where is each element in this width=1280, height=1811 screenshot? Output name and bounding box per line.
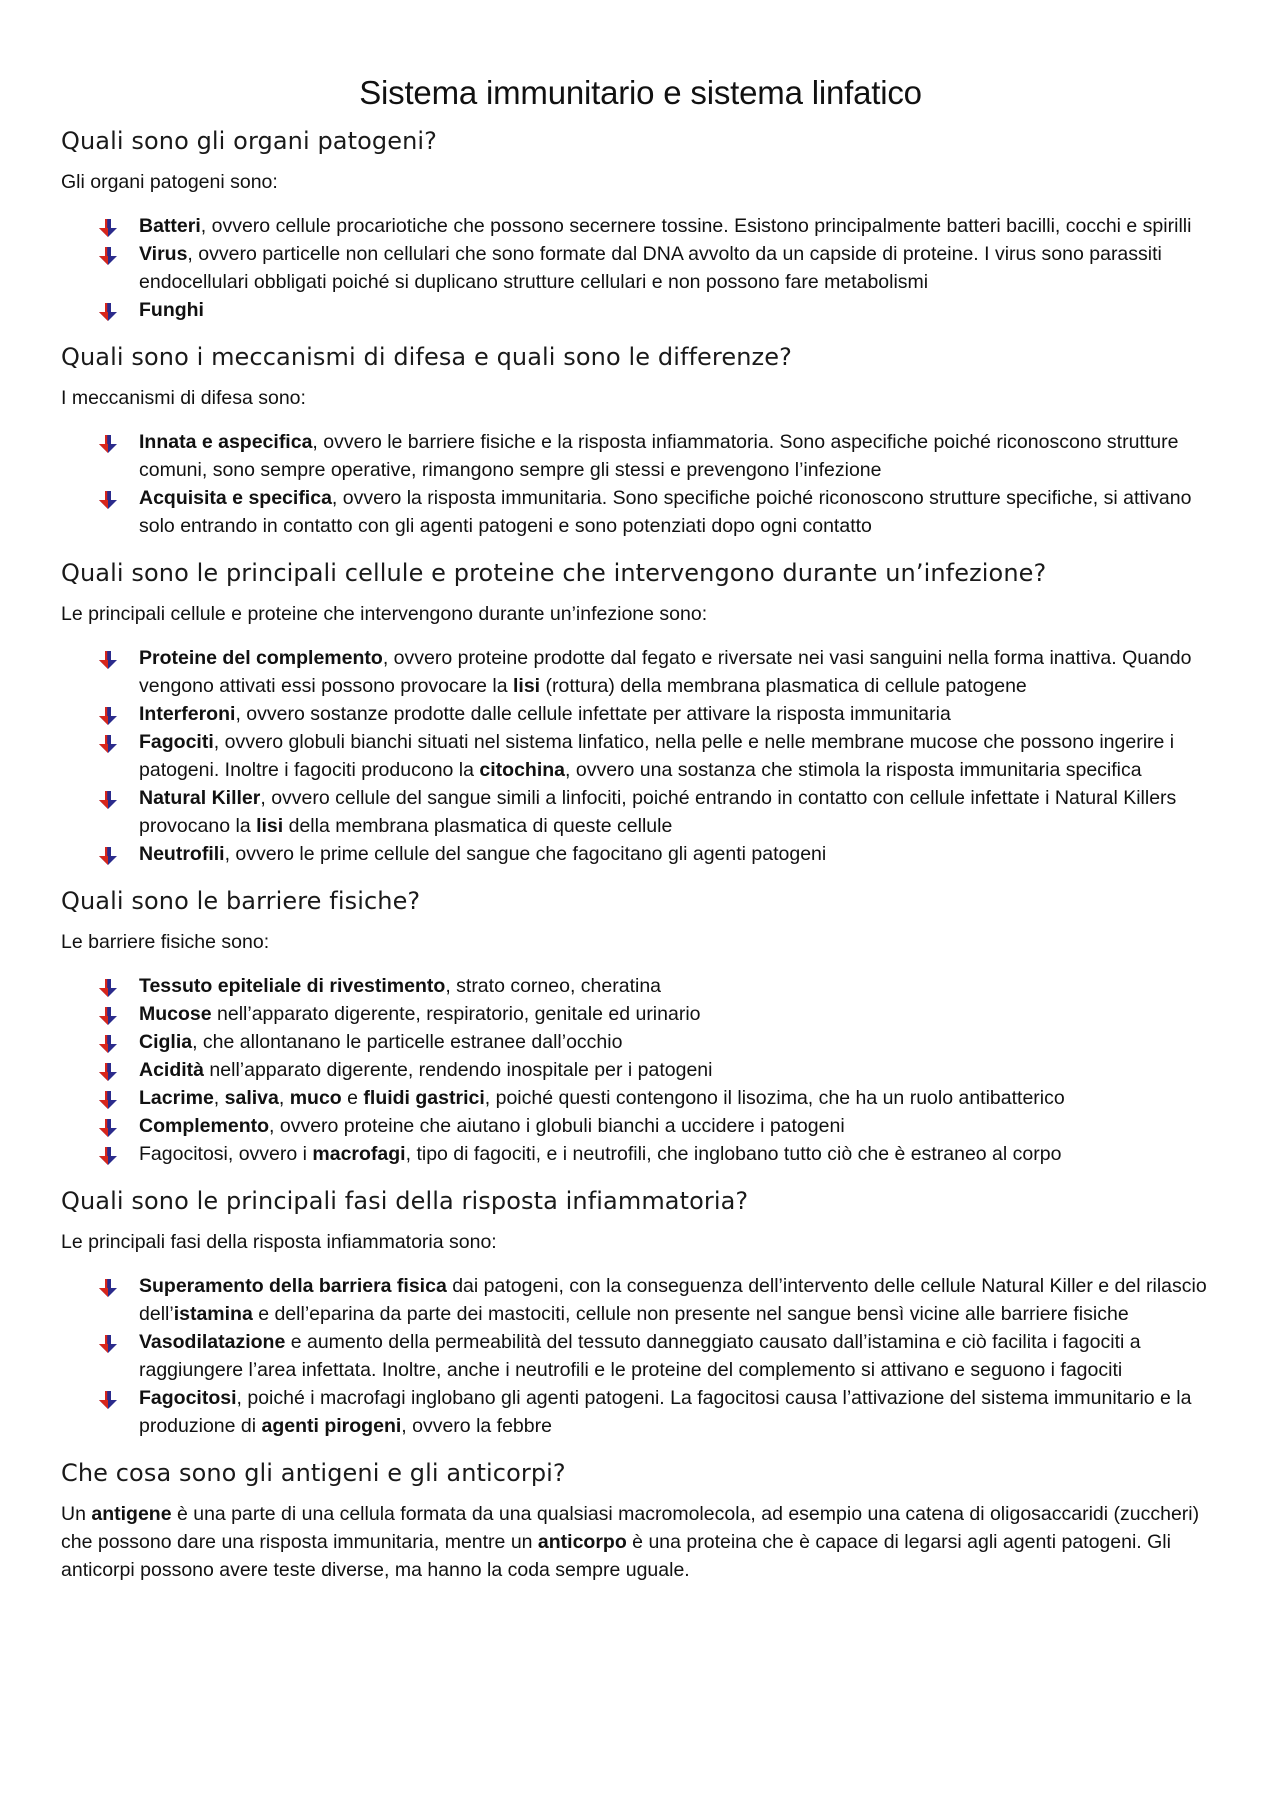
list-item	[139, 1328, 1220, 1384]
list-item	[139, 644, 1220, 700]
text-run: , ovvero cellule procariotiche che possono secernere tossine. Esistono principalmente batteri bacilli, cocchi e spirilli	[200, 215, 1192, 237]
down-arrow-bullet-icon	[97, 789, 119, 811]
down-arrow-bullet-icon	[97, 705, 119, 727]
section-intro: Le principali cellule e proteine che intervengono durante un’infezione sono:	[61, 603, 708, 625]
section-3	[61, 884, 1220, 1168]
section-intro: Le barriere fisiche sono:	[61, 931, 270, 953]
list-item	[139, 1084, 1220, 1112]
text-run: e dell’eparina da parte dei mastociti, cellule non presente nel sangue bensì vicine alle barriere fisiche	[252, 1303, 1129, 1325]
down-arrow-bullet-icon	[97, 1277, 119, 1299]
down-arrow-bullet-icon	[97, 217, 119, 239]
text-run: , strato corneo, cheratina	[445, 975, 662, 997]
bullet-list	[61, 428, 1220, 540]
text-run: nell’apparato digerente, rendendo inospitale per i patogeni	[204, 1059, 713, 1081]
text-run: è una parte di una cellula formata da una qualsiasi macromolecola, ad esempio una catena di oligosaccaridi (zuccheri) che possono dare una risposta immunitaria, mentre un	[61, 1503, 1200, 1553]
bold-term: Tessuto epiteliale di rivestimento	[139, 975, 446, 997]
text-run: , poiché i macrofagi inglobano gli agenti patogeni. La fagocitosi causa l’attivazione del sistema immunitario e la produzione di	[139, 1387, 1192, 1437]
list-item	[139, 1140, 1220, 1168]
bold-term: lisi	[256, 815, 284, 837]
bold-term: Fagociti	[139, 731, 214, 753]
down-arrow-bullet-icon	[97, 977, 119, 999]
bold-term: istamina	[173, 1303, 253, 1325]
down-arrow-bullet-icon	[97, 845, 119, 867]
down-arrow-bullet-icon	[97, 301, 119, 323]
section-0	[61, 124, 1220, 324]
text-run: e	[341, 1087, 364, 1109]
text-run: , ovvero particelle non cellulari che sono formate dal DNA avvolto da un capside di proteine. I virus sono parassiti endocellulari obbligati poiché si duplicano strutture cellulari e non possono fare metabolismi	[139, 243, 1162, 293]
bold-term: Acquisita e specifica	[139, 487, 332, 509]
bullet-list	[61, 212, 1220, 324]
text-run: Un	[61, 1503, 92, 1525]
text-run: ,	[213, 1087, 225, 1109]
bold-term: Natural Killer	[139, 787, 261, 809]
text-run: , ovvero una sostanza che stimola la risposta immunitaria specifica	[565, 759, 1142, 781]
down-arrow-bullet-icon	[97, 433, 119, 455]
bold-term: Neutrofili	[139, 843, 225, 865]
bold-term: lisi	[512, 675, 541, 697]
antigeni-paragraph	[61, 1500, 1220, 1584]
section-heading: Che cosa sono gli antigeni e gli anticorpi?	[61, 1459, 566, 1487]
text-run: e aumento della permeabilità del tessuto danneggiato causato dall’istamina e ciò facilita i fagociti a raggiungere l’area infettata. Inoltre, anche i neutrofili e le proteine del complemento si attivano e seguono i fagociti	[139, 1331, 1141, 1381]
text-run: , ovvero le barriere fisiche e la risposta infiammatoria. Sono aspecifiche poiché riconoscono strutture comuni, sono sempre operative, rimangono sempre gli stessi e prevengono l’infezione	[139, 431, 1179, 481]
bold-term: macrofagi	[312, 1143, 406, 1165]
list-item	[139, 728, 1220, 784]
section-2	[61, 556, 1220, 868]
section-heading: Quali sono gli organi patogeni?	[61, 127, 438, 155]
section-heading: Quali sono le principali fasi della risposta infiammatoria?	[61, 1187, 749, 1215]
down-arrow-bullet-icon	[97, 1333, 119, 1355]
list-item	[139, 428, 1220, 484]
text-run: , ovvero le prime cellule del sangue che fagocitano gli agenti patogeni	[224, 843, 827, 865]
bold-term: muco	[289, 1087, 342, 1109]
list-item	[139, 240, 1220, 296]
section-4	[61, 1184, 1220, 1440]
bullet-list	[61, 972, 1220, 1168]
bold-term: Virus	[139, 243, 188, 265]
bold-term: citochina	[479, 759, 566, 781]
bold-term: agenti pirogeni	[261, 1415, 402, 1437]
bold-term: fluidi gastrici	[363, 1087, 485, 1109]
text-run: della membrana plasmatica di queste cellule	[283, 815, 673, 837]
list-item	[139, 1112, 1220, 1140]
text-run: , ovvero la risposta immunitaria. Sono specifiche poiché riconoscono strutture specifiche, si attivano solo entrando in contatto con gli agenti patogeni e sono potenziati dopo ogni contatto	[139, 487, 1192, 537]
down-arrow-bullet-icon	[97, 489, 119, 511]
text-run: è una proteina che è capace di legarsi agli agenti patogeni. Gli anticorpi possono avere teste diverse, ma hanno la coda sempre uguale.	[61, 1531, 1171, 1581]
text-run: , ovvero cellule del sangue simili a linfociti, poiché entrando in contatto con cellule infettate i Natural Killers provocano la	[139, 787, 1177, 837]
section-intro: I meccanismi di difesa sono:	[61, 387, 306, 409]
list-item	[139, 840, 1220, 868]
list-item	[139, 1000, 1220, 1028]
bold-term: Complemento	[139, 1115, 270, 1137]
down-arrow-bullet-icon	[97, 1033, 119, 1055]
section-heading: Quali sono le barriere fisiche?	[61, 887, 421, 915]
text-run: (rottura) della membrana plasmatica di cellule patogene	[540, 675, 1027, 697]
down-arrow-bullet-icon	[97, 649, 119, 671]
bold-term: Interferoni	[139, 703, 236, 725]
bullet-list	[61, 1272, 1220, 1440]
list-item	[139, 1384, 1220, 1440]
bold-term: Lacrime	[139, 1087, 214, 1109]
down-arrow-bullet-icon	[97, 1061, 119, 1083]
bold-term: Innata e aspecifica	[139, 431, 313, 453]
down-arrow-bullet-icon	[97, 245, 119, 267]
down-arrow-bullet-icon	[97, 733, 119, 755]
bold-term: Mucose	[139, 1003, 212, 1025]
down-arrow-bullet-icon	[97, 1145, 119, 1167]
bold-term: Fagocitosi	[139, 1387, 237, 1409]
text-run: , che allontanano le particelle estranee dall’occhio	[192, 1031, 623, 1053]
bold-term: Ciglia	[139, 1031, 193, 1053]
text-run: , tipo di fagociti, e i neutrofili, che inglobano tutto ciò che è estraneo al corpo	[405, 1143, 1062, 1165]
text-run: , ovvero proteine prodotte dal fegato e riversate nei vasi sanguini nella forma inattiva. Quando vengono attivati essi possono provocare la	[139, 647, 1192, 697]
down-arrow-bullet-icon	[97, 1089, 119, 1111]
text-run: dai patogeni, con la conseguenza dell’intervento delle cellule Natural Killer e del rilascio dell’	[139, 1275, 1207, 1325]
section-intro: Gli organi patogeni sono:	[61, 171, 278, 193]
sections-container	[61, 124, 1220, 1440]
section-heading: Quali sono i meccanismi di difesa e quali sono le differenze?	[61, 343, 792, 371]
section-antigeni	[61, 1456, 1220, 1584]
list-item	[139, 296, 1220, 324]
list-item	[139, 972, 1220, 1000]
text-run: , ovvero proteine che aiutano i globuli bianchi a uccidere i patogeni	[269, 1115, 845, 1137]
bold-term: Acidità	[139, 1059, 205, 1081]
bold-term: saliva	[224, 1087, 279, 1109]
bullet-list	[61, 644, 1220, 868]
list-item	[139, 212, 1220, 240]
list-item	[139, 1056, 1220, 1084]
list-item	[139, 1028, 1220, 1056]
down-arrow-bullet-icon	[97, 1389, 119, 1411]
list-item	[139, 700, 1220, 728]
list-item	[139, 484, 1220, 540]
list-item	[139, 784, 1220, 840]
list-item	[139, 1272, 1220, 1328]
text-run: , ovvero sostanze prodotte dalle cellule infettate per attivare la risposta immunitaria	[235, 703, 951, 725]
section-intro: Le principali fasi della risposta infiammatoria sono:	[61, 1231, 497, 1253]
text-run: , poiché questi contengono il lisozima, che ha un ruolo antibatterico	[484, 1087, 1065, 1109]
bold-term: Proteine del complemento	[139, 647, 383, 669]
bold-term: Funghi	[139, 299, 204, 321]
text-run: , ovvero globuli bianchi situati nel sistema linfatico, nella pelle e nelle membrane mucose che possono ingerire i patogeni. Inoltre i fagociti producono la	[139, 731, 1175, 781]
section-1	[61, 340, 1220, 540]
bold-term: Batteri	[139, 215, 201, 237]
page-title: Sistema immunitario e sistema linfatico	[359, 74, 922, 111]
text-run: nell’apparato digerente, respiratorio, genitale ed urinario	[211, 1003, 701, 1025]
text-run: ,	[278, 1087, 290, 1109]
bold-term: Vasodilatazione	[139, 1331, 286, 1353]
text-run: Fagocitosi, ovvero i	[139, 1143, 313, 1165]
bold-term: Superamento della barriera fisica	[139, 1275, 447, 1297]
bold-term: antigene	[91, 1503, 172, 1525]
down-arrow-bullet-icon	[97, 1117, 119, 1139]
down-arrow-bullet-icon	[97, 1005, 119, 1027]
bold-term: anticorpo	[537, 1531, 627, 1553]
section-heading: Quali sono le principali cellule e proteine che intervengono durante un’infezione?	[61, 559, 1047, 587]
text-run: , ovvero la febbre	[401, 1415, 552, 1437]
